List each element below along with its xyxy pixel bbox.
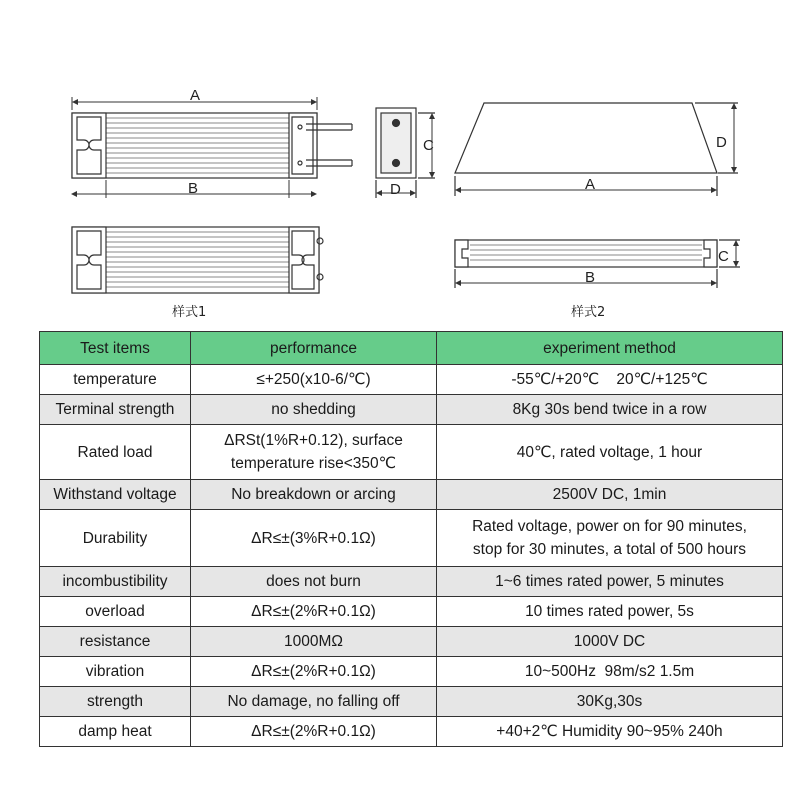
cell-item: overload: [40, 597, 191, 627]
style1-caption: 样式1: [172, 305, 207, 320]
dim-label-b: B: [188, 180, 199, 197]
table-row: [40, 687, 783, 717]
header-performance: performance: [191, 332, 437, 365]
cell-performance: ΔR≤±(3%R+0.1Ω): [191, 510, 437, 567]
cell-item: Rated load: [40, 425, 191, 480]
cell-item: vibration: [40, 657, 191, 687]
cell-method: 30Kg,30s: [437, 687, 783, 717]
dim-label-c: C: [423, 137, 434, 154]
cell-performance: no shedding: [191, 395, 437, 425]
cell-method: -55℃/+20℃ 20℃/+125℃: [437, 365, 783, 395]
dim-label-d: D: [390, 181, 401, 198]
style2-caption: 样式2: [571, 305, 606, 320]
table-header-row: [40, 332, 783, 365]
style1-side-view: [72, 227, 323, 293]
header-experiment-method: experiment method: [437, 332, 783, 365]
cell-performance: ΔR≤±(2%R+0.1Ω): [191, 657, 437, 687]
table-row: [40, 597, 783, 627]
header-test-items: Test items: [40, 332, 191, 365]
dim-label-d-style2: D: [716, 134, 727, 151]
cell-item: Terminal strength: [40, 395, 191, 425]
dim-label-a: A: [190, 87, 201, 104]
cell-method: 2500V DC, 1min: [437, 480, 783, 510]
cell-performance: No damage, no falling off: [191, 687, 437, 717]
cell-item: Withstand voltage: [40, 480, 191, 510]
table-row: [40, 395, 783, 425]
cell-performance: 1000MΩ: [191, 627, 437, 657]
cell-method: 1~6 times rated power, 5 minutes: [437, 567, 783, 597]
cell-performance: ΔR≤±(2%R+0.1Ω): [191, 717, 437, 747]
style1-top-view: [72, 113, 352, 178]
dim-label-a-style2: A: [585, 176, 596, 193]
table-row: [40, 717, 783, 747]
table-row: [40, 510, 783, 567]
style2-bar-view: [455, 240, 740, 288]
cell-item: Durability: [40, 510, 191, 567]
cell-item: incombustibility: [40, 567, 191, 597]
style2-profile-view: [455, 103, 738, 196]
table-row: [40, 627, 783, 657]
cell-performance: ≤+250(x10-6/℃): [191, 365, 437, 395]
cell-performance: [191, 425, 437, 480]
cell-method: +40+2℃ Humidity 90~95% 240h: [437, 717, 783, 747]
cell-item: resistance: [40, 627, 191, 657]
cell-method: 10 times rated power, 5s: [437, 597, 783, 627]
technical-drawings: [0, 0, 800, 330]
table-row: [40, 425, 783, 480]
cell-performance: does not burn: [191, 567, 437, 597]
cell-item: temperature: [40, 365, 191, 395]
cell-performance-line: ΔRSt(1%R+0.12), surface: [224, 432, 403, 449]
dim-label-b-style2: B: [585, 269, 596, 286]
table-row: [40, 567, 783, 597]
table-row: [40, 480, 783, 510]
cell-performance: No breakdown or arcing: [191, 480, 437, 510]
cell-item: strength: [40, 687, 191, 717]
cell-method-line: Rated voltage, power on for 90 minutes,: [472, 518, 747, 535]
table-row: [40, 657, 783, 687]
spec-table: [39, 331, 783, 747]
cell-method: 10~500Hz 98m/s2 1.5m: [437, 657, 783, 687]
cell-item: damp heat: [40, 717, 191, 747]
cell-performance: ΔR≤±(2%R+0.1Ω): [191, 597, 437, 627]
table-row: [40, 365, 783, 395]
dim-label-c-style2: C: [718, 248, 729, 265]
cell-performance-line: temperature rise<350℃: [230, 455, 397, 472]
cell-method: 1000V DC: [437, 627, 783, 657]
cell-method-line: stop for 30 minutes, a total of 500 hours: [472, 541, 747, 558]
cell-method: 8Kg 30s bend twice in a row: [437, 395, 783, 425]
cell-method: 40℃, rated voltage, 1 hour: [437, 425, 783, 480]
cell-method: [437, 510, 783, 567]
